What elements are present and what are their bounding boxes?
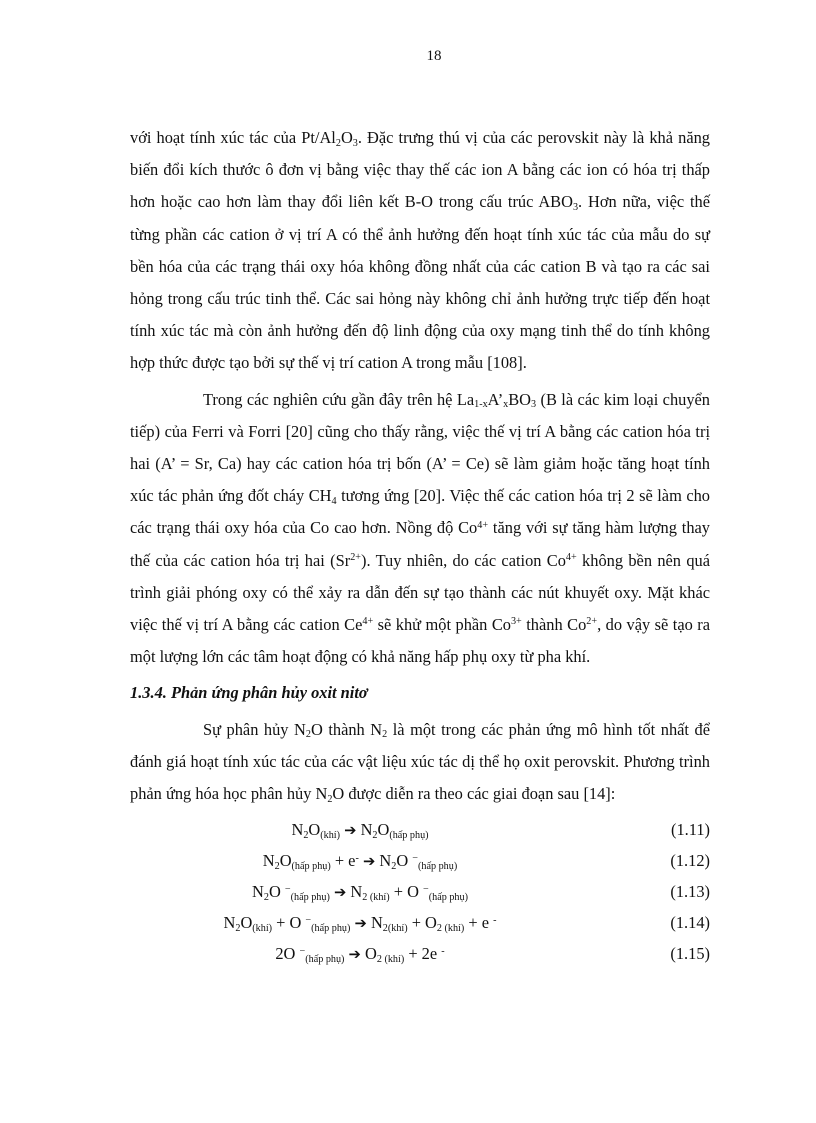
equation-expression — [130, 938, 590, 970]
equation-expression — [130, 814, 590, 846]
text-run: O — [279, 851, 292, 871]
text-run: O — [268, 882, 285, 902]
equation-expression — [130, 907, 590, 939]
text-run: BO — [508, 389, 532, 409]
text-run: N — [350, 882, 363, 902]
text-run: + O — [389, 882, 424, 902]
text-run: O — [308, 820, 321, 840]
superscript: − — [299, 945, 306, 957]
superscript: 3+ — [510, 616, 522, 628]
text-run: ). Tuy nhiên, do các cation Co — [361, 550, 566, 570]
text-run: + 2e — [404, 944, 442, 964]
superscript: − — [284, 883, 291, 895]
paragraph-substitution-studies — [130, 384, 710, 674]
superscript: 4+ — [362, 616, 374, 628]
text-run: O — [396, 851, 413, 871]
equation-number: (1.12) — [670, 851, 710, 871]
text-run: + e — [330, 851, 356, 871]
text-run: sẽ khử một phần Co — [373, 615, 511, 635]
subscript: 2 — [372, 829, 378, 841]
subscript: 3 — [572, 201, 579, 213]
subscript: 2 — [274, 860, 280, 872]
text-run: tương ứng [20]. Việc thế các cation hóa trị 2 sẽ làm cho các trạng thái oxy hóa của Co cao hơn. Nồng độ Co — [130, 486, 710, 538]
subscript: (khí) — [320, 829, 340, 841]
text-run: O được diễn ra theo các giai đoạn sau [14]: — [332, 784, 616, 804]
subscript: 2 (khí) — [436, 922, 465, 934]
equation-number: (1.11) — [671, 820, 710, 840]
text-run: tăng với sự tăng hàm lượng thay thế của các cation hóa trị hai (Sr — [130, 518, 710, 570]
subscript: 2 — [382, 729, 388, 741]
subscript: (hấp phụ) — [305, 953, 345, 965]
superscript: − — [305, 914, 312, 926]
text-run: O thành N — [310, 719, 383, 739]
subscript: 2 (khí) — [362, 891, 390, 903]
superscript: 2+ — [586, 616, 598, 628]
superscript: 2+ — [350, 552, 361, 564]
text-run: N — [252, 882, 264, 902]
subscript: x — [503, 399, 509, 411]
text-run: N — [291, 820, 304, 840]
section-heading: 1.3.4. Phản ứng phân hủy oxit nitơ — [130, 683, 368, 703]
subscript: 4 — [331, 495, 337, 507]
subscript: (hấp phụ) — [418, 860, 458, 872]
subscript: 2(khí) — [382, 922, 408, 934]
subscript: (hấp phụ) — [428, 891, 468, 903]
subscript: (hấp phụ) — [311, 922, 351, 934]
text-run: là một trong các phản ứng mô hình tốt nhất để đánh giá hoạt tính xúc tác của các vật liệu xúc tác dị thể họ oxit perovskit. Phương trình phản ứng hóa học phân hủy N — [130, 719, 710, 804]
subscript: (hấp phụ) — [389, 829, 429, 841]
equation-expression — [130, 845, 590, 877]
equation-1-15 — [130, 938, 710, 969]
text-run: + O — [272, 913, 306, 933]
text-run: O — [377, 820, 390, 840]
text-run: . Hơn nữa, việc thế từng phần các cation ở vị trí A có thể ảnh hưởng đến hoạt tính xúc tác của mẫu do sự bền hóa của các trạng thái oxy hóa không đồng nhất của các cation B và tạo ra các sai hỏng trong cấu trúc tinh thể. Các sai hỏng này không chỉ ảnh hưởng trực tiếp đến hoạt tính xúc tác mà còn ảnh hưởng đến độ linh động của oxy mạng tinh thể do tính không hợp thức được tạo bởi sự thế vị trí cation A trong mẫu [108]. — [130, 192, 711, 373]
superscript: − — [423, 883, 429, 895]
arrow-icon: ➔ — [344, 822, 357, 840]
text-run: . Đặc trưng thú vị của các perovskit này là khả năng biến đổi kích thước ô đơn vị bằng việc thay thế các ion A bằng các ion có hóa trị thấp hơn hoặc cao hơn làm thay đổi liên kết B-O trong cấu trúc ABO — [130, 128, 710, 212]
subscript: (hấp phụ) — [290, 891, 330, 903]
page-number: 18 — [426, 48, 442, 64]
equation-1-14 — [130, 907, 710, 938]
subscript: 3 — [352, 137, 358, 149]
text-run: + e — [464, 913, 494, 933]
superscript: - — [441, 945, 445, 957]
arrow-icon: ➔ — [354, 915, 367, 933]
equation-list — [130, 814, 710, 969]
equation-1-12 — [130, 845, 710, 876]
equation-number: (1.14) — [670, 913, 710, 933]
subscript: 2 — [327, 793, 333, 805]
equation-number: (1.15) — [670, 944, 710, 964]
page-content — [130, 122, 710, 969]
equation-expression — [130, 876, 590, 908]
arrow-icon: ➔ — [333, 884, 347, 902]
superscript: 4+ — [565, 552, 577, 564]
arrow-icon: ➔ — [348, 946, 361, 964]
text-run: N — [223, 913, 236, 933]
text-run: O — [240, 913, 253, 933]
text-run: N — [379, 851, 392, 871]
superscript: - — [355, 852, 359, 864]
paragraph-catalyst-perovskite — [130, 122, 710, 380]
text-run: O — [340, 128, 353, 147]
text-run: Trong các nghiên cứu gần đây trên hệ La — [203, 389, 475, 409]
text-run: N — [360, 820, 373, 840]
superscript: − — [412, 852, 419, 864]
subscript: 3 — [531, 399, 537, 411]
subscript: 2 — [235, 922, 241, 934]
subscript: (hấp phụ) — [291, 860, 331, 872]
text-run: không bền nên quá trình giải phóng oxy có thể xảy ra dẫn đến sự tạo thành các nút khuyết oxy. Mặt khác việc thế vị trí A bằng các cation Ce — [130, 550, 710, 635]
text-run: N — [262, 851, 275, 871]
text-run: N — [370, 913, 383, 933]
paragraph-n2o-decomposition — [130, 714, 710, 811]
superscript: - — [493, 914, 497, 926]
arrow-icon: ➔ — [362, 853, 376, 871]
subscript: 1-x — [474, 399, 488, 411]
subscript: 2 — [303, 829, 309, 841]
superscript: 4+ — [477, 519, 489, 531]
text-run: O — [365, 944, 377, 964]
text-run: Sự phân hủy N — [203, 719, 306, 739]
subscript: 2 — [391, 860, 397, 872]
equation-1-11 — [130, 814, 710, 845]
text-run: với hoạt tính xúc tác của Pt/Al — [130, 128, 336, 147]
subscript: 2 — [335, 137, 341, 149]
text-run: thành Co — [521, 615, 587, 635]
text-run: , do vậy sẽ tạo ra một lượng lớn các tâm hoạt động có khả năng hấp phụ oxy từ pha khí. — [130, 615, 710, 667]
text-run: (B là các kim loại chuyển tiếp) của Ferri và Forri [20] cũng cho thấy rằng, việc thế vị trí A bằng các cation hóa trị hai (A’ = Sr, Ca) hay các cation hóa trị bốn (A’ = Ce) sẽ làm giảm hoặc tăng hoạt tính xúc tác phản ứng đốt cháy CH — [130, 389, 710, 506]
subscript: 2 — [305, 729, 311, 741]
text-run: A’ — [487, 389, 504, 409]
text-run: 2O — [275, 944, 300, 964]
subscript: 2 (khí) — [376, 953, 405, 965]
subscript: (khí) — [252, 922, 273, 934]
subscript: 2 — [263, 891, 269, 903]
equation-1-13 — [130, 876, 710, 907]
equation-number: (1.13) — [670, 882, 710, 902]
text-run: + O — [407, 913, 437, 933]
